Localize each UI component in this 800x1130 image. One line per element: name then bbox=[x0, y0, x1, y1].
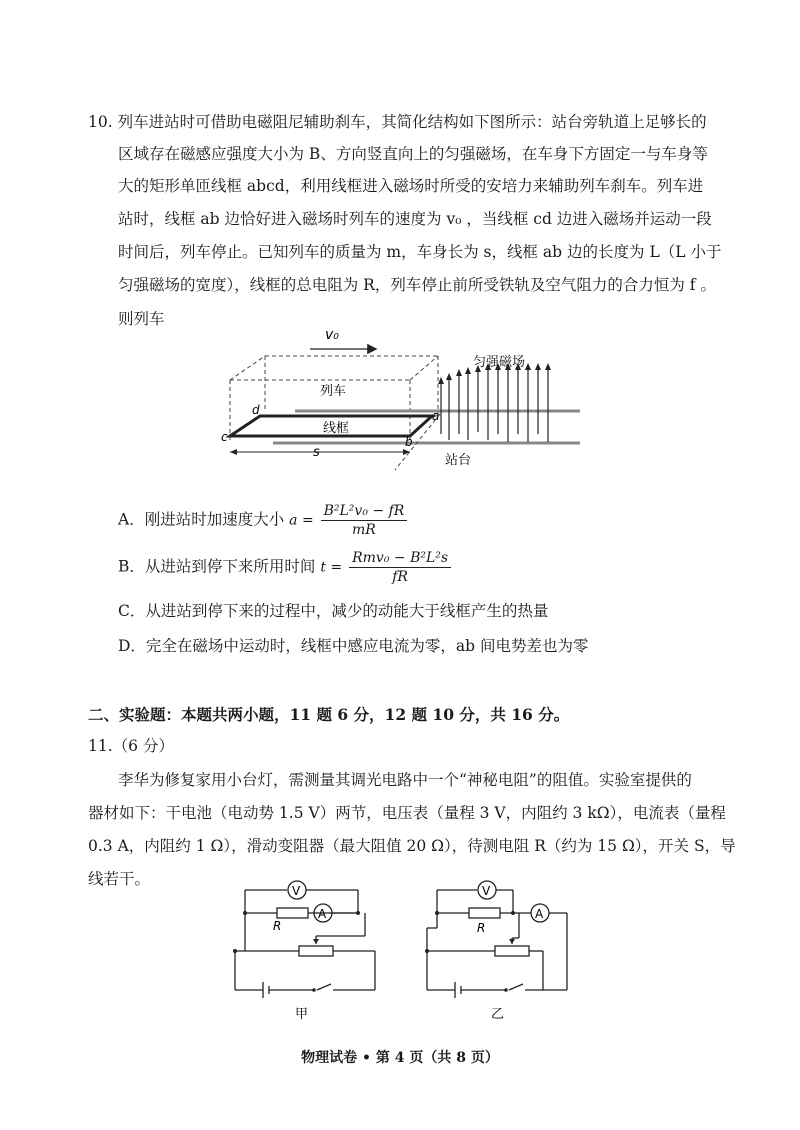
q10-line-2: 区域存在磁感应强度大小为 B、方向竖直向上的匀强磁场，在车身下方固定一与车身等 bbox=[118, 145, 708, 163]
rheostat-left bbox=[299, 946, 333, 956]
option-a-text: A．刚进站时加速度大小 bbox=[118, 510, 285, 529]
option-b-denominator: fR bbox=[392, 569, 408, 585]
option-d: D．完全在磁场中运动时，线框中感应电流为零，ab 间电势差也为零 bbox=[118, 637, 589, 655]
circuit-right bbox=[427, 881, 567, 998]
resistor-left-label: R bbox=[273, 919, 282, 933]
option-b-lhs: t = bbox=[320, 559, 343, 576]
velocity-label: v₀ bbox=[325, 327, 339, 343]
magnetic-field-arrows bbox=[441, 368, 548, 442]
circuit-left-label: 甲 bbox=[295, 1007, 309, 1022]
coil-label: 线框 bbox=[323, 421, 350, 436]
page-footer: 物理试卷 • 第 4 页（共 8 页） bbox=[301, 1050, 499, 1066]
train-magnetic-field-figure bbox=[215, 322, 595, 472]
q11-line-4: 线若干。 bbox=[88, 870, 151, 888]
option-b-text: B．从进站到停下来所用时间 bbox=[118, 557, 316, 576]
corner-d: d bbox=[252, 403, 260, 417]
q10-line-4: 站时，线框 ab 边恰好进入磁场时列车的速度为 v₀ ，当线框 cd 边进入磁场并运动一段 bbox=[118, 210, 712, 228]
q11-head: 11.（6 分） bbox=[88, 737, 174, 755]
option-b bbox=[118, 550, 451, 585]
field-label: 匀强磁场 bbox=[473, 355, 526, 370]
q11-line-3: 0.3 A，内阻约 1 Ω），滑动变阻器（最大阻值 20 Ω），待测电阻 R（约为 15 Ω），开关 S，导 bbox=[88, 837, 736, 855]
q10-line-1: 10. 列车进站时可借助电磁阻尼辅助刹车，其简化结构如下图所示：站台旁轨道上足够长的 bbox=[88, 113, 707, 131]
q11-line-1: 李华为修复家用小台灯，需测量其调光电路中一个“神秘电阻”的阻值。实验室提供的 bbox=[118, 771, 692, 789]
option-b-numerator: Rmv₀ − B²L²s bbox=[349, 550, 451, 568]
ammeter-left-label: A bbox=[318, 907, 327, 921]
ammeter-right-label: A bbox=[535, 907, 544, 921]
option-c: C．从进站到停下来的过程中，减少的动能大于线框产生的热量 bbox=[118, 602, 549, 620]
platform-label: 站台 bbox=[445, 453, 472, 468]
q10-line-7: 则列车 bbox=[118, 310, 165, 328]
option-a-fraction bbox=[321, 503, 408, 538]
length-s-label: s bbox=[313, 445, 320, 460]
section-2-title: 二、实验题：本题共两小题，11 题 6 分，12 题 10 分，共 16 分。 bbox=[88, 705, 570, 724]
corner-b: b bbox=[405, 435, 413, 449]
option-a bbox=[118, 503, 407, 538]
resistor-right-label: R bbox=[477, 921, 486, 935]
q10-line-6: 匀强磁场的宽度），线框的总电阻为 R，列车停止前所受铁轨及空气阻力的合力恒为 f 。 bbox=[118, 276, 716, 294]
option-a-denominator: mR bbox=[352, 522, 376, 538]
q10-line-5: 时间后，列车停止。已知列车的质量为 m，车身长为 s，线框 ab 边的长度为 L（L 小于 bbox=[118, 243, 722, 261]
train-label: 列车 bbox=[320, 384, 347, 399]
corner-c: c bbox=[221, 430, 228, 444]
resistor-right bbox=[469, 908, 500, 918]
q11-line-2: 器材如下：干电池（电动势 1.5 V）两节，电压表（量程 3 V，内阻约 3 kΩ），电流表（量程 bbox=[88, 804, 726, 822]
q10-line-3: 大的矩形单匝线框 abcd，利用线框进入磁场时所受的安培力来辅助列车刹车。列车进 bbox=[118, 177, 704, 195]
circuit-right-label: 乙 bbox=[491, 1007, 505, 1022]
voltmeter-right-label: V bbox=[482, 884, 491, 898]
voltmeter-left-label: V bbox=[292, 884, 301, 898]
circuit-left bbox=[235, 881, 375, 998]
option-a-lhs: a = bbox=[289, 512, 314, 529]
option-a-numerator: B²L²v₀ − fR bbox=[321, 503, 408, 521]
option-b-fraction bbox=[349, 550, 451, 585]
rheostat-right bbox=[495, 946, 529, 956]
circuit-diagrams bbox=[225, 878, 585, 1026]
corner-a: a bbox=[432, 409, 440, 423]
